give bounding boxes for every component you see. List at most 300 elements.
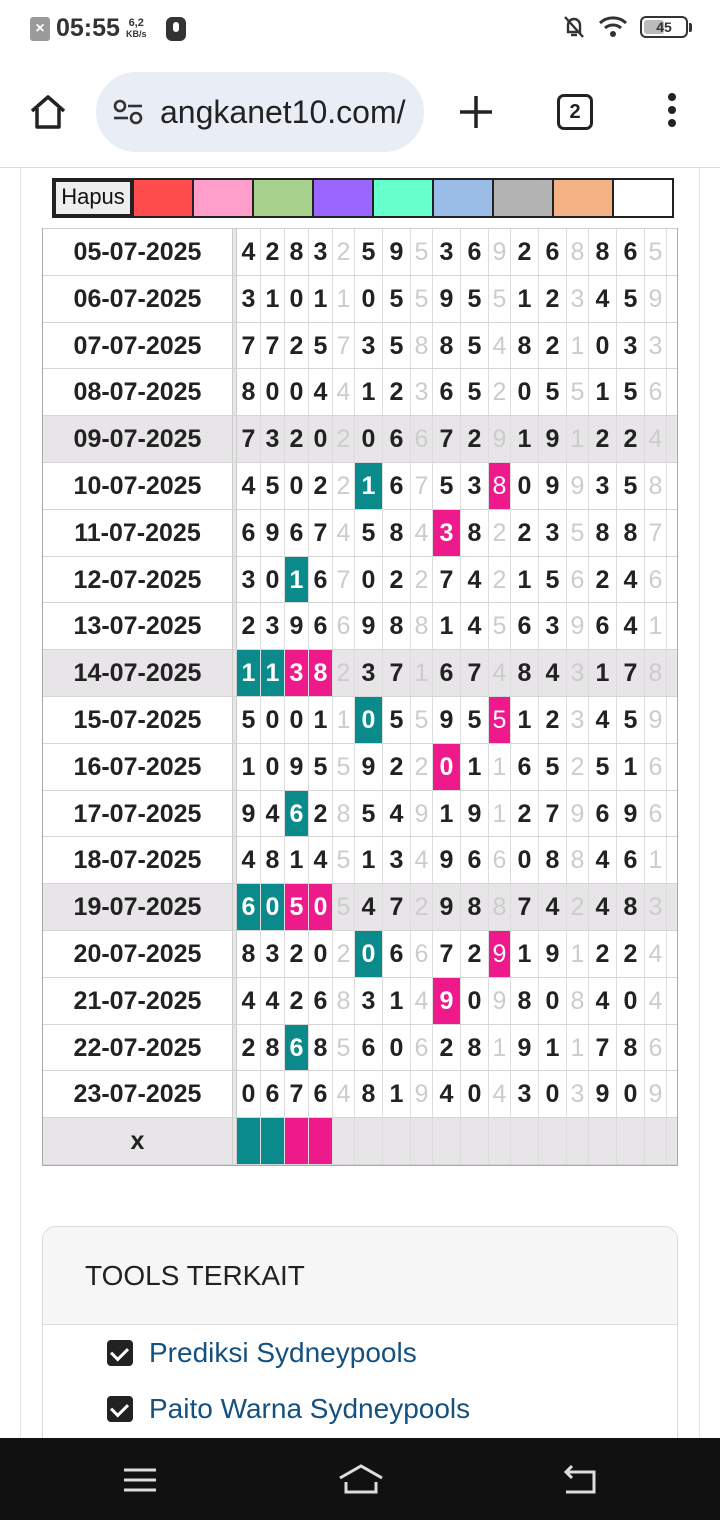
digit-cell[interactable]: 2 bbox=[617, 931, 645, 977]
digit-cell[interactable]: 5 bbox=[539, 744, 567, 790]
digit-cell[interactable]: 2 bbox=[237, 1025, 261, 1071]
digit-cell[interactable]: 0 bbox=[355, 557, 383, 603]
digit-cell[interactable]: 1 bbox=[355, 463, 383, 509]
digit-cell[interactable]: 5 bbox=[309, 323, 333, 369]
footer-color-cell[interactable] bbox=[355, 1118, 383, 1164]
digit-cell[interactable]: 3 bbox=[645, 323, 667, 369]
digit-cell[interactable]: 2 bbox=[539, 323, 567, 369]
tool-link[interactable]: Paito Warna Sydneypools bbox=[149, 1393, 471, 1424]
digit-cell[interactable]: 4 bbox=[489, 1071, 511, 1117]
digit-cell[interactable]: 8 bbox=[261, 1025, 285, 1071]
digit-cell[interactable]: 2 bbox=[333, 229, 355, 275]
digit-cell[interactable]: 4 bbox=[461, 557, 489, 603]
digit-cell[interactable]: 6 bbox=[461, 837, 489, 883]
digit-cell[interactable]: 2 bbox=[285, 978, 309, 1024]
digit-cell[interactable]: 9 bbox=[489, 931, 511, 977]
digit-cell[interactable]: 4 bbox=[237, 229, 261, 275]
digit-cell[interactable]: 2 bbox=[333, 650, 355, 696]
digit-cell[interactable]: 8 bbox=[511, 978, 539, 1024]
digit-cell[interactable]: 9 bbox=[355, 744, 383, 790]
digit-cell[interactable]: 2 bbox=[589, 557, 617, 603]
digit-cell[interactable]: 1 bbox=[645, 837, 667, 883]
digit-cell[interactable]: 6 bbox=[383, 416, 411, 462]
digit-cell[interactable]: 8 bbox=[617, 884, 645, 930]
digit-cell[interactable]: 6 bbox=[645, 369, 667, 415]
digit-cell[interactable]: 1 bbox=[285, 837, 309, 883]
digit-cell[interactable]: 7 bbox=[645, 510, 667, 556]
digit-cell[interactable]: 3 bbox=[567, 276, 589, 322]
digit-cell[interactable]: 4 bbox=[489, 323, 511, 369]
digit-cell[interactable]: 5 bbox=[355, 510, 383, 556]
digit-cell[interactable]: 9 bbox=[589, 1071, 617, 1117]
digit-cell[interactable]: 8 bbox=[461, 1025, 489, 1071]
digit-cell[interactable]: 7 bbox=[433, 416, 461, 462]
digit-cell[interactable]: 0 bbox=[461, 1071, 489, 1117]
digit-cell[interactable]: 8 bbox=[645, 650, 667, 696]
digit-cell[interactable]: 9 bbox=[645, 1071, 667, 1117]
digit-cell[interactable]: 9 bbox=[489, 229, 511, 275]
digit-cell[interactable]: 9 bbox=[285, 603, 309, 649]
digit-cell[interactable]: 8 bbox=[383, 510, 411, 556]
digit-cell[interactable]: 3 bbox=[309, 229, 333, 275]
digit-cell[interactable]: 9 bbox=[539, 463, 567, 509]
digit-cell[interactable]: 5 bbox=[461, 697, 489, 743]
digit-cell[interactable]: 1 bbox=[333, 276, 355, 322]
digit-cell[interactable]: 9 bbox=[237, 791, 261, 837]
digit-cell[interactable]: 4 bbox=[333, 510, 355, 556]
digit-cell[interactable]: 8 bbox=[237, 931, 261, 977]
digit-cell[interactable]: 1 bbox=[567, 323, 589, 369]
digit-cell[interactable]: 2 bbox=[433, 1025, 461, 1071]
digit-cell[interactable]: 5 bbox=[489, 276, 511, 322]
address-bar[interactable] bbox=[96, 72, 424, 152]
digit-cell[interactable]: 0 bbox=[589, 323, 617, 369]
digit-cell[interactable]: 9 bbox=[489, 978, 511, 1024]
digit-cell[interactable]: 6 bbox=[645, 557, 667, 603]
digit-cell[interactable]: 4 bbox=[411, 978, 433, 1024]
digit-cell[interactable]: 2 bbox=[383, 369, 411, 415]
digit-cell[interactable]: 8 bbox=[589, 229, 617, 275]
digit-cell[interactable]: 5 bbox=[333, 1025, 355, 1071]
digit-cell[interactable]: 0 bbox=[461, 978, 489, 1024]
digit-cell[interactable]: 5 bbox=[411, 229, 433, 275]
digit-cell[interactable]: 4 bbox=[461, 603, 489, 649]
digit-cell[interactable]: 6 bbox=[539, 229, 567, 275]
digit-cell[interactable]: 8 bbox=[261, 837, 285, 883]
digit-cell[interactable]: 3 bbox=[261, 603, 285, 649]
digit-cell[interactable]: 8 bbox=[589, 510, 617, 556]
digit-cell[interactable]: 1 bbox=[333, 697, 355, 743]
digit-cell[interactable]: 6 bbox=[355, 1025, 383, 1071]
digit-cell[interactable]: 0 bbox=[383, 1025, 411, 1071]
digit-cell[interactable]: 1 bbox=[285, 557, 309, 603]
digit-cell[interactable]: 0 bbox=[433, 744, 461, 790]
digit-cell[interactable]: 1 bbox=[511, 697, 539, 743]
digit-cell[interactable]: 6 bbox=[383, 463, 411, 509]
digit-cell[interactable]: 6 bbox=[489, 837, 511, 883]
digit-cell[interactable]: 7 bbox=[539, 791, 567, 837]
digit-cell[interactable]: 8 bbox=[567, 229, 589, 275]
digit-cell[interactable]: 9 bbox=[411, 791, 433, 837]
digit-cell[interactable]: 4 bbox=[237, 463, 261, 509]
digit-cell[interactable]: 4 bbox=[645, 416, 667, 462]
digit-cell[interactable]: 1 bbox=[489, 744, 511, 790]
digit-cell[interactable]: 1 bbox=[589, 650, 617, 696]
digit-cell[interactable]: 2 bbox=[539, 697, 567, 743]
digit-cell[interactable]: 1 bbox=[261, 650, 285, 696]
digit-cell[interactable]: 9 bbox=[645, 697, 667, 743]
digit-cell[interactable]: 9 bbox=[433, 837, 461, 883]
digit-cell[interactable]: 0 bbox=[355, 416, 383, 462]
digit-cell[interactable]: 6 bbox=[589, 603, 617, 649]
digit-cell[interactable]: 1 bbox=[567, 931, 589, 977]
digit-cell[interactable]: 6 bbox=[433, 650, 461, 696]
digit-cell[interactable]: 2 bbox=[489, 510, 511, 556]
digit-cell[interactable]: 9 bbox=[285, 744, 309, 790]
digit-cell[interactable]: 5 bbox=[461, 276, 489, 322]
digit-cell[interactable]: 5 bbox=[567, 369, 589, 415]
color-swatch[interactable] bbox=[612, 180, 672, 216]
digit-cell[interactable]: 0 bbox=[511, 463, 539, 509]
digit-cell[interactable]: 9 bbox=[617, 791, 645, 837]
digit-cell[interactable]: 6 bbox=[461, 229, 489, 275]
digit-cell[interactable]: 2 bbox=[383, 557, 411, 603]
digit-cell[interactable]: 3 bbox=[355, 323, 383, 369]
digit-cell[interactable]: 6 bbox=[567, 557, 589, 603]
digit-cell[interactable]: 6 bbox=[237, 510, 261, 556]
digit-cell[interactable]: 2 bbox=[411, 884, 433, 930]
digit-cell[interactable]: 4 bbox=[589, 978, 617, 1024]
digit-cell[interactable]: 1 bbox=[309, 276, 333, 322]
digit-cell[interactable]: 1 bbox=[261, 276, 285, 322]
digit-cell[interactable]: 8 bbox=[567, 837, 589, 883]
digit-cell[interactable]: 6 bbox=[511, 603, 539, 649]
color-swatch[interactable] bbox=[252, 180, 312, 216]
digit-cell[interactable]: 2 bbox=[309, 463, 333, 509]
footer-color-cell[interactable] bbox=[461, 1118, 489, 1164]
digit-cell[interactable]: 6 bbox=[645, 791, 667, 837]
digit-cell[interactable]: 1 bbox=[511, 416, 539, 462]
digit-cell[interactable]: 6 bbox=[285, 1025, 309, 1071]
digit-cell[interactable]: 9 bbox=[567, 791, 589, 837]
footer-color-cell[interactable] bbox=[645, 1118, 667, 1164]
digit-cell[interactable]: 5 bbox=[383, 323, 411, 369]
digit-cell[interactable]: 6 bbox=[411, 1025, 433, 1071]
digit-cell[interactable]: 2 bbox=[285, 416, 309, 462]
digit-cell[interactable]: 9 bbox=[539, 416, 567, 462]
digit-cell[interactable]: 2 bbox=[285, 931, 309, 977]
digit-cell[interactable]: 3 bbox=[645, 884, 667, 930]
digit-cell[interactable]: 1 bbox=[511, 931, 539, 977]
digit-cell[interactable]: 1 bbox=[411, 650, 433, 696]
digit-cell[interactable]: 6 bbox=[261, 1071, 285, 1117]
digit-cell[interactable]: 3 bbox=[433, 510, 461, 556]
digit-cell[interactable]: 0 bbox=[511, 837, 539, 883]
digit-cell[interactable]: 1 bbox=[383, 978, 411, 1024]
digit-cell[interactable]: 4 bbox=[589, 276, 617, 322]
digit-cell[interactable]: 0 bbox=[617, 978, 645, 1024]
more-options-icon[interactable] bbox=[660, 90, 684, 134]
digit-cell[interactable]: 8 bbox=[645, 463, 667, 509]
digit-cell[interactable]: 4 bbox=[617, 603, 645, 649]
digit-cell[interactable]: 0 bbox=[355, 276, 383, 322]
digit-cell[interactable]: 8 bbox=[567, 978, 589, 1024]
digit-cell[interactable]: 3 bbox=[539, 510, 567, 556]
digit-cell[interactable]: 2 bbox=[567, 744, 589, 790]
digit-cell[interactable]: 8 bbox=[617, 1025, 645, 1071]
home-nav-icon[interactable] bbox=[336, 1458, 386, 1502]
digit-cell[interactable]: 3 bbox=[237, 557, 261, 603]
digit-cell[interactable]: 4 bbox=[645, 931, 667, 977]
digit-cell[interactable]: 6 bbox=[589, 791, 617, 837]
digit-cell[interactable]: 6 bbox=[411, 416, 433, 462]
digit-cell[interactable]: 6 bbox=[309, 603, 333, 649]
digit-cell[interactable]: 4 bbox=[355, 884, 383, 930]
digit-cell[interactable]: 1 bbox=[511, 557, 539, 603]
digit-cell[interactable]: 5 bbox=[309, 744, 333, 790]
digit-cell[interactable]: 5 bbox=[461, 323, 489, 369]
digit-cell[interactable]: 9 bbox=[411, 1071, 433, 1117]
digit-cell[interactable]: 4 bbox=[309, 837, 333, 883]
digit-cell[interactable]: 0 bbox=[285, 369, 309, 415]
digit-cell[interactable]: 1 bbox=[355, 369, 383, 415]
digit-cell[interactable]: 2 bbox=[511, 510, 539, 556]
digit-cell[interactable]: 3 bbox=[261, 931, 285, 977]
digit-cell[interactable]: 4 bbox=[411, 837, 433, 883]
digit-cell[interactable]: 6 bbox=[617, 229, 645, 275]
digit-cell[interactable]: 6 bbox=[285, 791, 309, 837]
digit-cell[interactable]: 1 bbox=[489, 791, 511, 837]
digit-cell[interactable]: 7 bbox=[333, 323, 355, 369]
digit-cell[interactable]: 9 bbox=[355, 603, 383, 649]
digit-cell[interactable]: 5 bbox=[411, 276, 433, 322]
digit-cell[interactable]: 4 bbox=[589, 884, 617, 930]
digit-cell[interactable]: 2 bbox=[411, 557, 433, 603]
digit-cell[interactable]: 2 bbox=[511, 229, 539, 275]
digit-cell[interactable]: 4 bbox=[237, 837, 261, 883]
digit-cell[interactable]: 5 bbox=[411, 697, 433, 743]
footer-color-cell[interactable] bbox=[237, 1118, 261, 1164]
footer-color-cell[interactable] bbox=[489, 1118, 511, 1164]
digit-cell[interactable]: 5 bbox=[285, 884, 309, 930]
footer-color-cell[interactable] bbox=[309, 1118, 333, 1164]
digit-cell[interactable]: 6 bbox=[237, 884, 261, 930]
tab-switcher-button[interactable]: 2 bbox=[557, 94, 593, 130]
digit-cell[interactable]: 8 bbox=[383, 603, 411, 649]
color-swatch[interactable] bbox=[432, 180, 492, 216]
digit-cell[interactable]: 0 bbox=[539, 978, 567, 1024]
digit-cell[interactable]: 4 bbox=[411, 510, 433, 556]
digit-cell[interactable]: 9 bbox=[261, 510, 285, 556]
digit-cell[interactable]: 5 bbox=[461, 369, 489, 415]
digit-cell[interactable]: 9 bbox=[433, 884, 461, 930]
digit-cell[interactable]: 6 bbox=[309, 978, 333, 1024]
digit-cell[interactable]: 1 bbox=[489, 1025, 511, 1071]
digit-cell[interactable]: 7 bbox=[617, 650, 645, 696]
digit-cell[interactable]: 4 bbox=[589, 697, 617, 743]
digit-cell[interactable]: 2 bbox=[261, 229, 285, 275]
digit-cell[interactable]: 5 bbox=[539, 369, 567, 415]
digit-cell[interactable]: 1 bbox=[645, 603, 667, 649]
digit-cell[interactable]: 7 bbox=[433, 557, 461, 603]
footer-color-cell[interactable] bbox=[539, 1118, 567, 1164]
digit-cell[interactable]: 4 bbox=[333, 369, 355, 415]
digit-cell[interactable]: 2 bbox=[511, 791, 539, 837]
digit-cell[interactable]: 8 bbox=[617, 510, 645, 556]
clear-color-button[interactable]: Hapus bbox=[54, 180, 132, 216]
digit-cell[interactable]: 9 bbox=[489, 416, 511, 462]
digit-cell[interactable]: 5 bbox=[355, 229, 383, 275]
digit-cell[interactable]: 2 bbox=[383, 744, 411, 790]
tool-item[interactable] bbox=[43, 1325, 677, 1381]
digit-cell[interactable]: 3 bbox=[261, 416, 285, 462]
digit-cell[interactable]: 8 bbox=[411, 323, 433, 369]
color-swatch[interactable] bbox=[492, 180, 552, 216]
digit-cell[interactable]: 8 bbox=[309, 650, 333, 696]
digit-cell[interactable]: 9 bbox=[567, 603, 589, 649]
digit-cell[interactable]: 1 bbox=[433, 603, 461, 649]
digit-cell[interactable]: 0 bbox=[285, 463, 309, 509]
digit-cell[interactable]: 9 bbox=[461, 791, 489, 837]
tool-item[interactable] bbox=[43, 1381, 677, 1437]
digit-cell[interactable]: 0 bbox=[261, 744, 285, 790]
digit-cell[interactable]: 6 bbox=[645, 1025, 667, 1071]
digit-cell[interactable]: 8 bbox=[511, 323, 539, 369]
tool-link[interactable]: Prediksi Sydneypools bbox=[149, 1337, 417, 1368]
digit-cell[interactable]: 3 bbox=[461, 463, 489, 509]
digit-cell[interactable]: 3 bbox=[567, 697, 589, 743]
digit-cell[interactable]: 8 bbox=[489, 884, 511, 930]
digit-cell[interactable]: 9 bbox=[645, 276, 667, 322]
digit-cell[interactable]: 3 bbox=[589, 463, 617, 509]
digit-cell[interactable]: 5 bbox=[383, 697, 411, 743]
digit-cell[interactable]: 2 bbox=[333, 463, 355, 509]
digit-cell[interactable]: 0 bbox=[309, 884, 333, 930]
digit-cell[interactable]: 6 bbox=[309, 557, 333, 603]
digit-cell[interactable]: 7 bbox=[589, 1025, 617, 1071]
digit-cell[interactable]: 8 bbox=[461, 510, 489, 556]
digit-cell[interactable]: 8 bbox=[237, 369, 261, 415]
digit-cell[interactable]: 5 bbox=[333, 837, 355, 883]
digit-cell[interactable]: 1 bbox=[511, 276, 539, 322]
digit-cell[interactable]: 4 bbox=[589, 837, 617, 883]
digit-cell[interactable]: 9 bbox=[567, 463, 589, 509]
footer-color-cell[interactable] bbox=[285, 1118, 309, 1164]
digit-cell[interactable]: 3 bbox=[539, 603, 567, 649]
back-icon[interactable] bbox=[558, 1458, 602, 1502]
digit-cell[interactable]: 5 bbox=[617, 369, 645, 415]
digit-cell[interactable]: 8 bbox=[511, 650, 539, 696]
digit-cell[interactable]: 1 bbox=[237, 650, 261, 696]
digit-cell[interactable]: 2 bbox=[237, 603, 261, 649]
digit-cell[interactable]: 5 bbox=[355, 791, 383, 837]
digit-cell[interactable]: 3 bbox=[237, 276, 261, 322]
digit-cell[interactable]: 2 bbox=[489, 369, 511, 415]
digit-cell[interactable]: 0 bbox=[261, 557, 285, 603]
digit-cell[interactable]: 4 bbox=[309, 369, 333, 415]
footer-color-cell[interactable] bbox=[617, 1118, 645, 1164]
digit-cell[interactable]: 9 bbox=[511, 1025, 539, 1071]
digit-cell[interactable]: 9 bbox=[433, 978, 461, 1024]
digit-cell[interactable]: 5 bbox=[539, 557, 567, 603]
digit-cell[interactable]: 4 bbox=[645, 978, 667, 1024]
digit-cell[interactable]: 7 bbox=[511, 884, 539, 930]
digit-cell[interactable]: 4 bbox=[433, 1071, 461, 1117]
digit-cell[interactable]: 8 bbox=[411, 603, 433, 649]
digit-cell[interactable]: 0 bbox=[285, 276, 309, 322]
digit-cell[interactable]: 5 bbox=[617, 463, 645, 509]
digit-cell[interactable]: 2 bbox=[333, 931, 355, 977]
digit-cell[interactable]: 4 bbox=[261, 978, 285, 1024]
digit-cell[interactable]: 4 bbox=[383, 791, 411, 837]
color-swatch[interactable] bbox=[372, 180, 432, 216]
digit-cell[interactable]: 7 bbox=[237, 416, 261, 462]
digit-cell[interactable]: 7 bbox=[309, 510, 333, 556]
digit-cell[interactable]: 6 bbox=[285, 510, 309, 556]
digit-cell[interactable]: 5 bbox=[237, 697, 261, 743]
footer-color-cell[interactable] bbox=[589, 1118, 617, 1164]
digit-cell[interactable]: 6 bbox=[617, 837, 645, 883]
digit-cell[interactable]: 0 bbox=[511, 369, 539, 415]
digit-cell[interactable]: 1 bbox=[539, 1025, 567, 1071]
digit-cell[interactable]: 2 bbox=[589, 416, 617, 462]
digit-cell[interactable]: 7 bbox=[237, 323, 261, 369]
digit-cell[interactable]: 2 bbox=[539, 276, 567, 322]
digit-cell[interactable]: 5 bbox=[617, 276, 645, 322]
digit-cell[interactable]: 2 bbox=[589, 931, 617, 977]
digit-cell[interactable]: 4 bbox=[617, 557, 645, 603]
digit-cell[interactable]: 8 bbox=[461, 884, 489, 930]
footer-color-cell[interactable] bbox=[383, 1118, 411, 1164]
digit-cell[interactable]: 4 bbox=[237, 978, 261, 1024]
digit-cell[interactable]: 2 bbox=[309, 791, 333, 837]
digit-cell[interactable]: 6 bbox=[411, 931, 433, 977]
digit-cell[interactable]: 0 bbox=[355, 697, 383, 743]
digit-cell[interactable]: 5 bbox=[489, 697, 511, 743]
digit-cell[interactable]: 3 bbox=[511, 1071, 539, 1117]
digit-cell[interactable]: 9 bbox=[433, 276, 461, 322]
digit-cell[interactable]: 7 bbox=[383, 884, 411, 930]
digit-cell[interactable]: 4 bbox=[539, 884, 567, 930]
digit-cell[interactable]: 1 bbox=[433, 791, 461, 837]
digit-cell[interactable]: 6 bbox=[511, 744, 539, 790]
footer-color-cell[interactable] bbox=[433, 1118, 461, 1164]
digit-cell[interactable]: 0 bbox=[539, 1071, 567, 1117]
digit-cell[interactable]: 1 bbox=[567, 416, 589, 462]
footer-color-cell[interactable] bbox=[411, 1118, 433, 1164]
digit-cell[interactable]: 0 bbox=[261, 369, 285, 415]
recent-apps-icon[interactable] bbox=[118, 1458, 162, 1502]
digit-cell[interactable]: 3 bbox=[355, 978, 383, 1024]
digit-cell[interactable]: 7 bbox=[461, 650, 489, 696]
digit-cell[interactable]: 4 bbox=[261, 791, 285, 837]
footer-color-cell[interactable] bbox=[511, 1118, 539, 1164]
digit-cell[interactable]: 1 bbox=[309, 697, 333, 743]
digit-cell[interactable]: 2 bbox=[617, 416, 645, 462]
digit-cell[interactable]: 5 bbox=[489, 603, 511, 649]
digit-cell[interactable]: 0 bbox=[309, 416, 333, 462]
digit-cell[interactable]: 1 bbox=[461, 744, 489, 790]
digit-cell[interactable]: 5 bbox=[617, 697, 645, 743]
digit-cell[interactable]: 8 bbox=[333, 791, 355, 837]
digit-cell[interactable]: 5 bbox=[261, 463, 285, 509]
digit-cell[interactable]: 8 bbox=[489, 463, 511, 509]
digit-cell[interactable]: 0 bbox=[285, 697, 309, 743]
home-icon[interactable] bbox=[28, 92, 68, 132]
digit-cell[interactable]: 7 bbox=[383, 650, 411, 696]
digit-cell[interactable]: 2 bbox=[461, 931, 489, 977]
digit-cell[interactable]: 6 bbox=[309, 1071, 333, 1117]
